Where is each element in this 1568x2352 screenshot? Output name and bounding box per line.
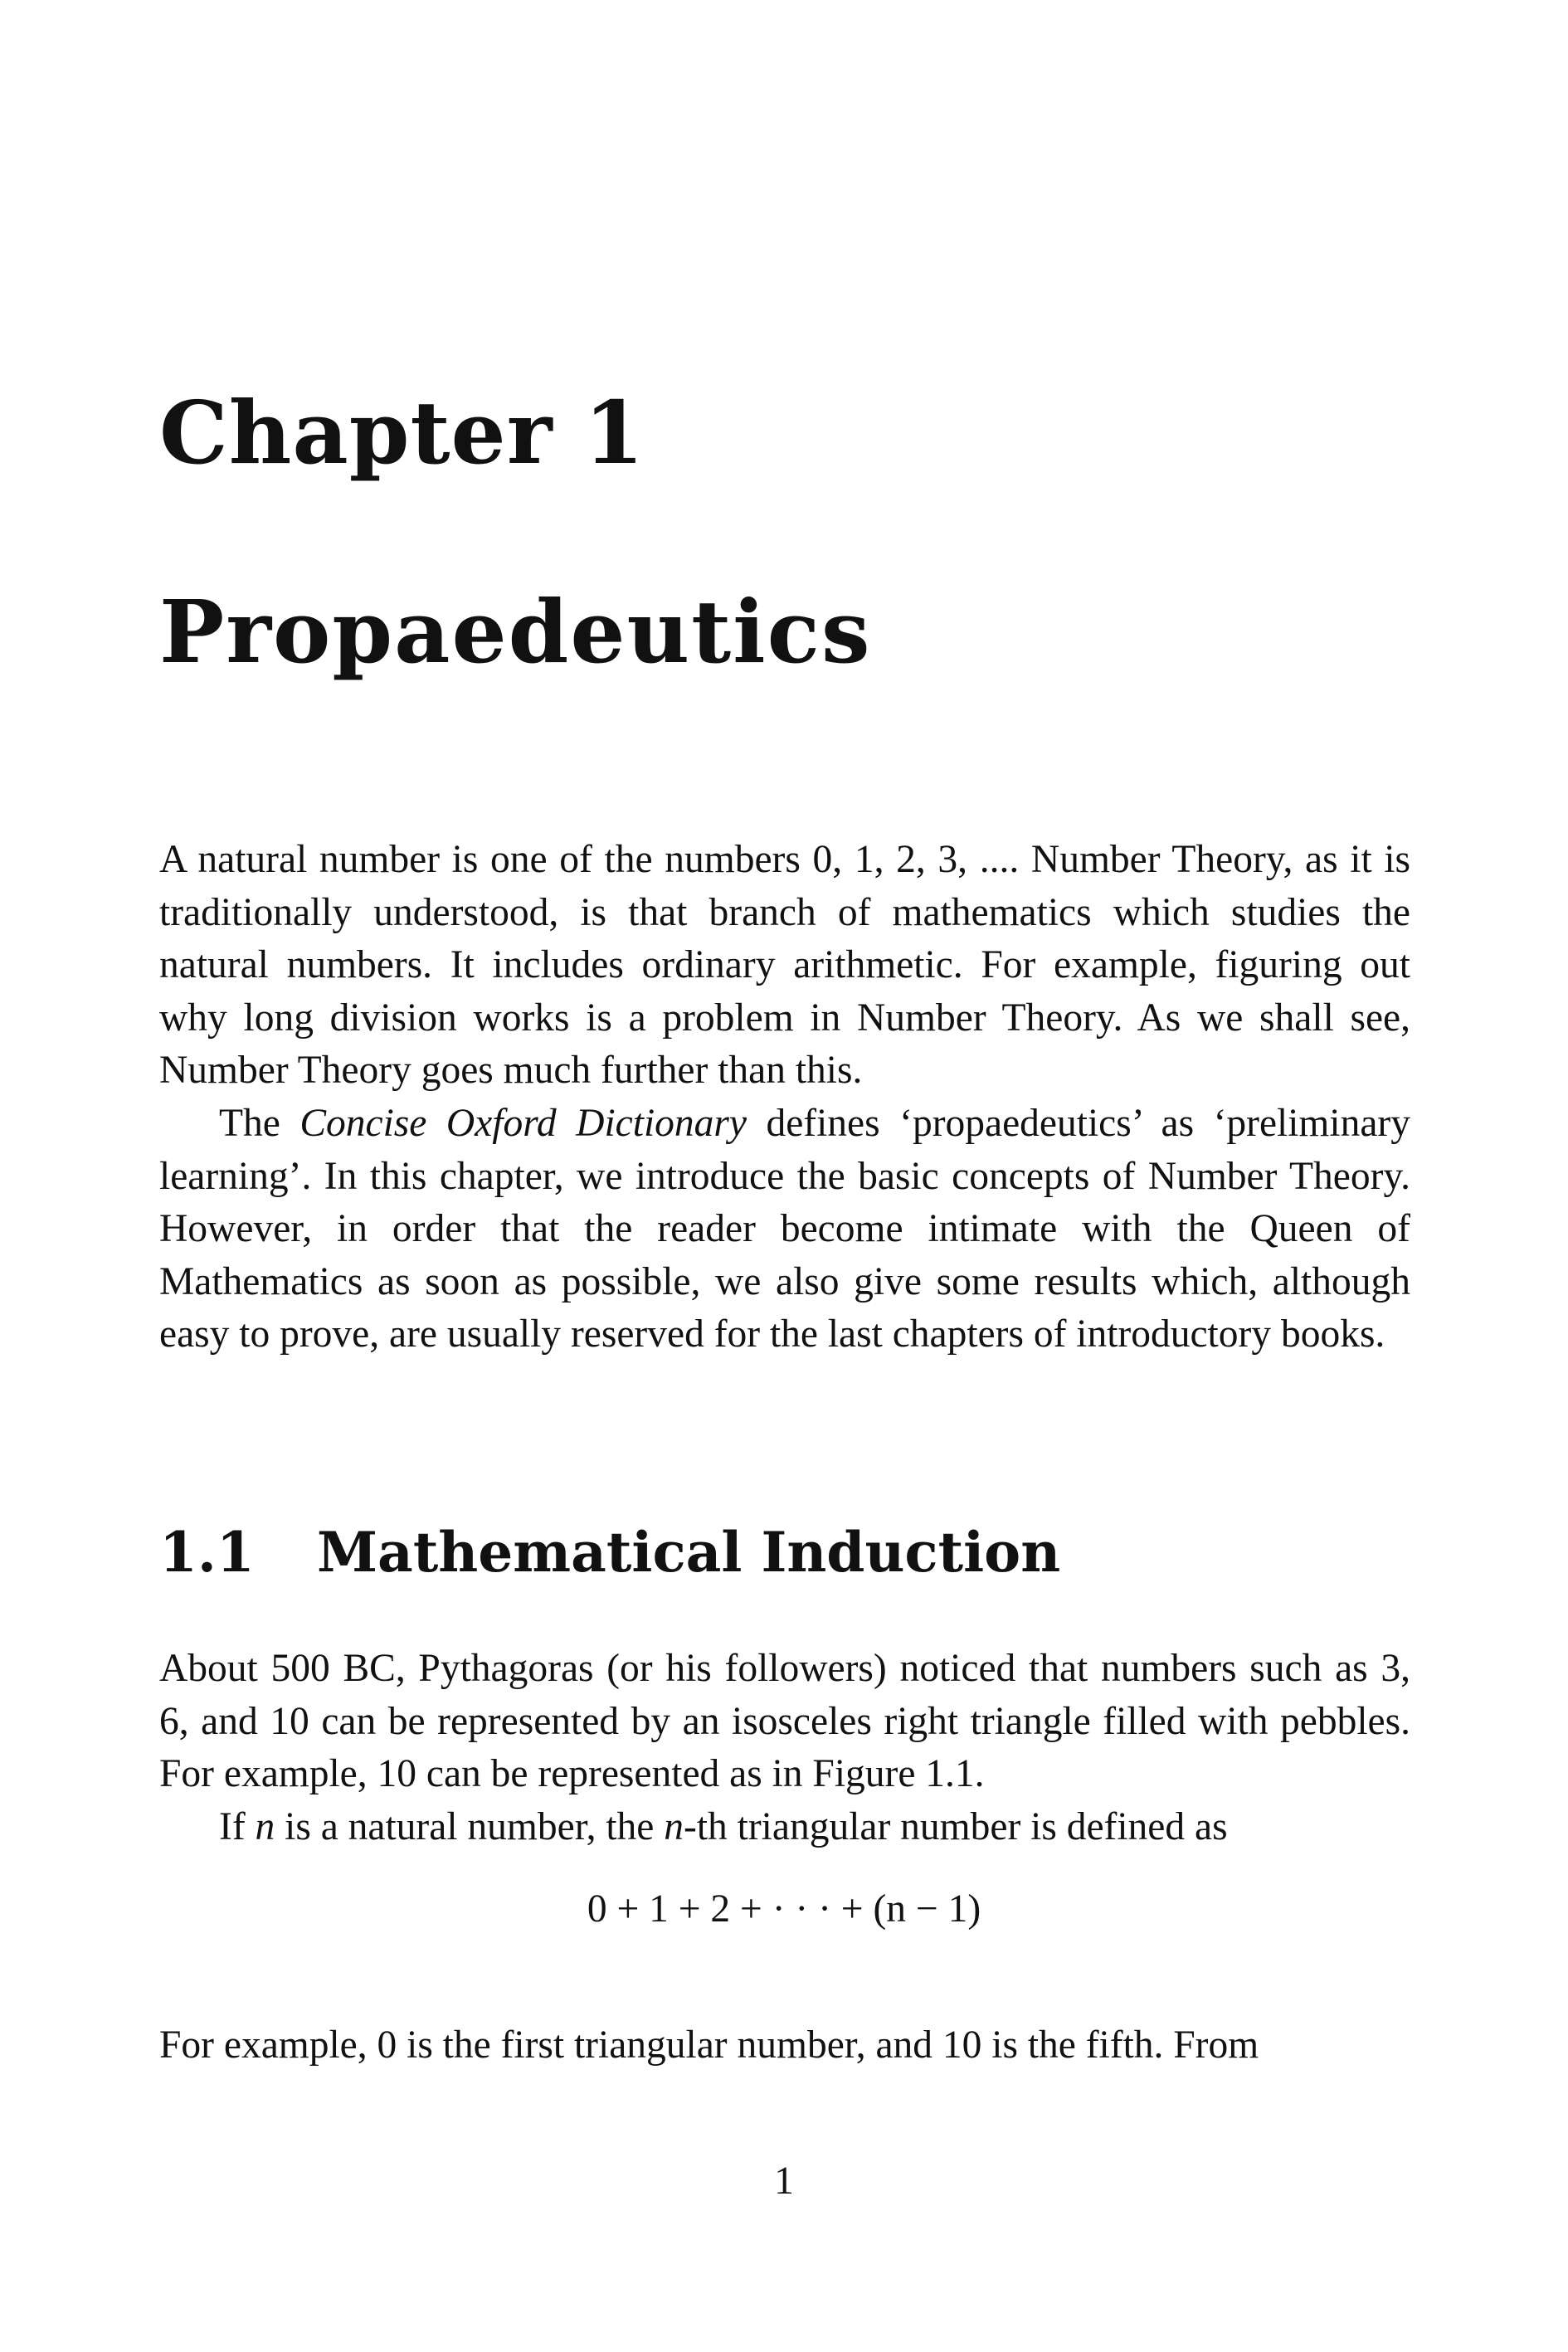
- variable-n: n: [255, 1805, 275, 1848]
- section-paragraph-2-lead: If: [219, 1805, 256, 1848]
- chapter-label: Chapter 1: [159, 382, 645, 484]
- intro-paragraph-2-lead: The: [219, 1102, 300, 1145]
- page-number: 1: [774, 2160, 794, 2203]
- section-number: 1.1: [159, 1520, 255, 1585]
- intro-paragraph-2-rest: defines ‘propaedeutics’ as ‘preliminary learning’. In this chapter, we introduce the basic concepts of Number Theory. However, in order that the reader become intimate with the Queen of Mathematics as soon as possible, we also give some results which, although easy to prove, are usually reserved for the last chapters of introductory books.: [159, 1102, 1410, 1356]
- section-title: Mathematical Induction: [317, 1520, 1061, 1585]
- triangular-number-equation: 0 + 1 + 2 + · · · + (n − 1): [587, 1887, 981, 1931]
- section-paragraph-2: [159, 1801, 1410, 1854]
- section-paragraph-2-tail: -th triangular number is defined as: [684, 1805, 1228, 1848]
- chapter-title: Propaedeutics: [159, 581, 872, 683]
- intro-paragraph-2: [159, 1098, 1410, 1361]
- section-heading: [159, 1520, 1061, 1585]
- dictionary-title: Concise Oxford Dictionary: [299, 1102, 747, 1145]
- section-paragraph-1: About 500 BC, Pythagoras (or his followers) noticed that numbers such as 3, 6, and 10 can be represented by an isosceles right triangle filled with pebbles. For example, 10 can be represented as in Figure 1.1.: [159, 1647, 1410, 1795]
- section-paragraph-2-mid: is a natural number, the: [275, 1805, 665, 1848]
- section-paragraph-3: For example, 0 is the first triangular number, and 10 is the fifth. From: [159, 2023, 1259, 2067]
- intro-paragraph-1: A natural number is one of the numbers 0, 1, 2, 3, .... Number Theory, as it is traditionally understood, is that branch of mathematics which studies the natural numbers. It includes ordinary arithmetic. For example, figuring out why long division works is a problem in Number Theory. As we shall see, Number Theory goes much further than this.: [159, 838, 1410, 1092]
- variable-n-2: n: [664, 1805, 684, 1848]
